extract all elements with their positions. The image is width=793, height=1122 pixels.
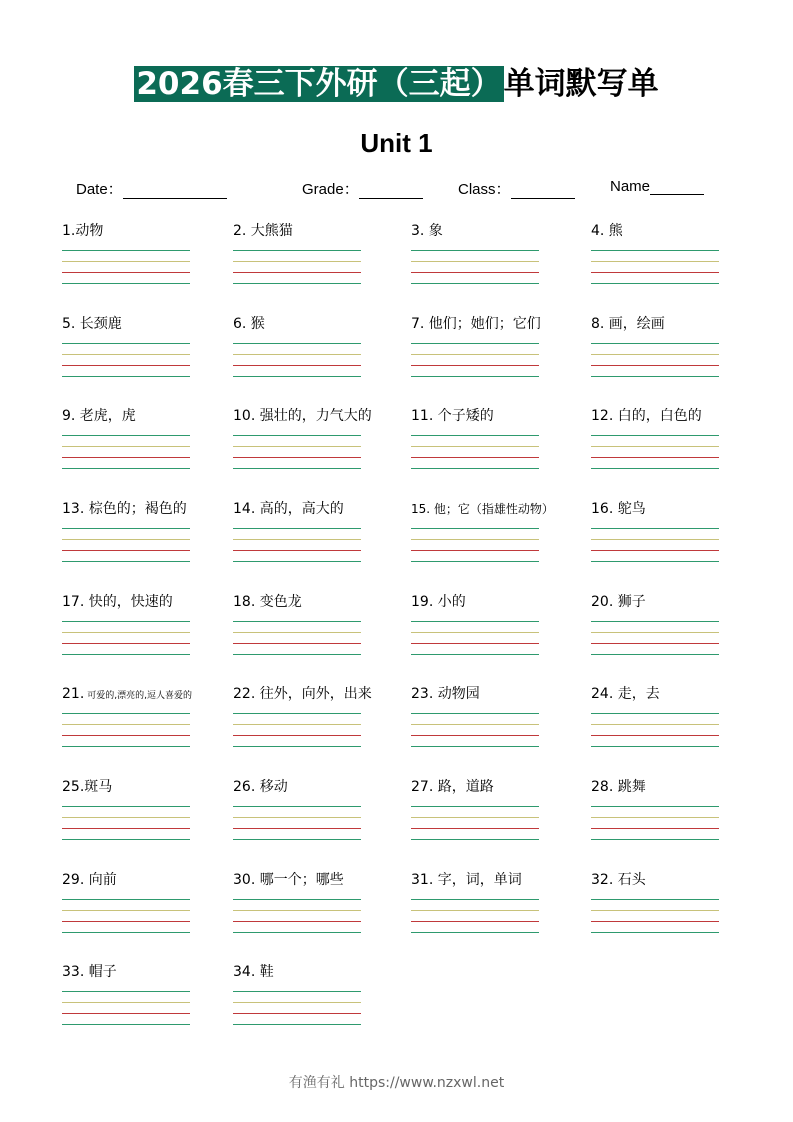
vocab-item xyxy=(411,778,586,850)
unit-heading: Unit 1 xyxy=(360,128,433,158)
vocab-item xyxy=(233,500,408,572)
writing-line xyxy=(62,839,190,840)
writing-line xyxy=(411,283,539,284)
vocab-item xyxy=(411,871,586,943)
writing-line xyxy=(233,991,361,992)
writing-line xyxy=(411,632,539,633)
vocab-item xyxy=(411,500,586,572)
vocab-item xyxy=(62,593,237,665)
writing-line xyxy=(411,561,539,562)
vocab-item-label: 1.动物 xyxy=(62,223,104,239)
writing-line xyxy=(62,1002,190,1003)
vocab-item xyxy=(591,778,766,850)
vocab-item xyxy=(233,685,408,757)
writing-line xyxy=(62,724,190,725)
writing-line xyxy=(233,272,361,273)
writing-line xyxy=(233,932,361,933)
writing-line xyxy=(62,910,190,911)
writing-line xyxy=(591,365,719,366)
writing-line xyxy=(233,1024,361,1025)
writing-line xyxy=(62,921,190,922)
vocab-item-label: 17. 快的，快速的 xyxy=(62,594,173,610)
date-blank[interactable] xyxy=(123,184,227,199)
writing-line xyxy=(591,932,719,933)
student-info-row xyxy=(0,178,793,198)
writing-lines[interactable] xyxy=(62,343,190,377)
writing-line xyxy=(233,561,361,562)
writing-line xyxy=(591,446,719,447)
writing-lines[interactable] xyxy=(233,343,361,377)
title-highlight: 2026春三下外研（三起） xyxy=(136,66,502,102)
vocab-item-label: 34. 鞋 xyxy=(233,964,274,980)
writing-line xyxy=(62,272,190,273)
writing-lines[interactable] xyxy=(411,806,539,840)
vocab-item-label: 4. 熊 xyxy=(591,223,623,239)
writing-line xyxy=(62,457,190,458)
title-rest: 单词默写单 xyxy=(503,66,659,102)
writing-lines[interactable] xyxy=(62,435,190,469)
writing-line xyxy=(62,435,190,436)
writing-lines[interactable] xyxy=(233,621,361,655)
writing-line xyxy=(233,828,361,829)
writing-line xyxy=(233,654,361,655)
writing-line xyxy=(233,806,361,807)
writing-line xyxy=(591,724,719,725)
vocab-item-label: 28. 跳舞 xyxy=(591,779,646,795)
writing-lines[interactable] xyxy=(233,435,361,469)
writing-line xyxy=(411,932,539,933)
writing-line xyxy=(411,839,539,840)
vocab-item xyxy=(233,315,408,387)
writing-line xyxy=(591,643,719,644)
vocab-item xyxy=(591,222,766,294)
writing-line xyxy=(591,550,719,551)
writing-line xyxy=(233,446,361,447)
writing-line xyxy=(411,910,539,911)
writing-line xyxy=(591,283,719,284)
writing-line xyxy=(591,272,719,273)
writing-line xyxy=(62,735,190,736)
writing-line xyxy=(233,724,361,725)
writing-line xyxy=(591,632,719,633)
vocab-item xyxy=(591,685,766,757)
vocab-item xyxy=(62,315,237,387)
writing-line xyxy=(411,806,539,807)
vocab-item xyxy=(591,593,766,665)
writing-lines[interactable] xyxy=(411,713,539,747)
writing-line xyxy=(411,261,539,262)
writing-line xyxy=(62,343,190,344)
writing-line xyxy=(233,354,361,355)
writing-lines[interactable] xyxy=(62,991,190,1025)
writing-line xyxy=(411,354,539,355)
vocab-item xyxy=(411,222,586,294)
writing-lines[interactable] xyxy=(233,528,361,562)
writing-lines[interactable] xyxy=(411,621,539,655)
vocab-item xyxy=(591,315,766,387)
writing-line xyxy=(591,250,719,251)
writing-line xyxy=(591,468,719,469)
name-blank[interactable] xyxy=(650,180,704,195)
grade-field[interactable]: Grade： xyxy=(302,178,423,199)
vocab-item-label: 3. 象 xyxy=(411,223,443,239)
vocab-item xyxy=(233,963,408,1035)
writing-lines[interactable] xyxy=(591,250,719,284)
vocab-item-label: 7. 他们；她们；它们 xyxy=(411,316,541,332)
grade-blank[interactable] xyxy=(359,184,423,199)
writing-lines[interactable] xyxy=(233,250,361,284)
writing-line xyxy=(62,539,190,540)
writing-lines[interactable] xyxy=(62,899,190,933)
writing-line xyxy=(62,365,190,366)
writing-line xyxy=(62,654,190,655)
vocab-item xyxy=(591,407,766,479)
writing-line xyxy=(233,713,361,714)
writing-line xyxy=(591,528,719,529)
writing-line xyxy=(411,735,539,736)
vocab-item-label: 22. 往外，向外，出来 xyxy=(233,686,372,702)
vocab-item xyxy=(411,685,586,757)
writing-line xyxy=(62,283,190,284)
writing-line xyxy=(411,746,539,747)
writing-lines[interactable] xyxy=(411,250,539,284)
writing-line xyxy=(591,713,719,714)
vocab-item-label: 26. 移动 xyxy=(233,779,288,795)
vocab-item-label: 19. 小的 xyxy=(411,594,466,610)
writing-line xyxy=(411,376,539,377)
writing-line xyxy=(411,435,539,436)
writing-line xyxy=(62,468,190,469)
vocab-item-label: 16. 鸵鸟 xyxy=(591,501,646,517)
writing-line xyxy=(411,654,539,655)
vocab-item xyxy=(233,407,408,479)
writing-lines[interactable] xyxy=(62,621,190,655)
writing-line xyxy=(411,539,539,540)
writing-line xyxy=(591,539,719,540)
writing-lines[interactable] xyxy=(62,250,190,284)
writing-lines[interactable] xyxy=(233,899,361,933)
writing-line xyxy=(591,746,719,747)
writing-line xyxy=(233,250,361,251)
writing-line xyxy=(62,632,190,633)
writing-line xyxy=(233,899,361,900)
writing-line xyxy=(62,446,190,447)
writing-line xyxy=(591,654,719,655)
writing-line xyxy=(411,365,539,366)
writing-line xyxy=(591,899,719,900)
vocab-item-label: 31. 字，词，单词 xyxy=(411,872,522,888)
writing-line xyxy=(62,991,190,992)
writing-line xyxy=(411,621,539,622)
vocab-item xyxy=(591,500,766,572)
writing-line xyxy=(411,446,539,447)
writing-line xyxy=(62,806,190,807)
writing-line xyxy=(62,643,190,644)
vocab-item-label: 11. 个子矮的 xyxy=(411,408,494,424)
vocab-item-label: 2. 大熊猫 xyxy=(233,223,293,239)
vocab-item-label: 18. 变色龙 xyxy=(233,594,302,610)
vocab-item-label: 14. 高的，高大的 xyxy=(233,501,344,517)
writing-line xyxy=(411,643,539,644)
writing-lines[interactable] xyxy=(62,713,190,747)
writing-line xyxy=(411,921,539,922)
vocab-item xyxy=(62,963,237,1035)
writing-lines[interactable] xyxy=(411,528,539,562)
writing-line xyxy=(411,468,539,469)
vocab-item-label: 5. 长颈鹿 xyxy=(62,316,122,332)
writing-line xyxy=(62,932,190,933)
writing-lines[interactable] xyxy=(591,435,719,469)
writing-line xyxy=(233,910,361,911)
writing-line xyxy=(233,261,361,262)
writing-line xyxy=(411,457,539,458)
writing-line xyxy=(411,724,539,725)
writing-line xyxy=(411,713,539,714)
writing-line xyxy=(411,899,539,900)
writing-line xyxy=(233,746,361,747)
writing-line xyxy=(62,713,190,714)
writing-line xyxy=(591,735,719,736)
writing-line xyxy=(62,828,190,829)
vocab-item xyxy=(411,593,586,665)
writing-lines[interactable] xyxy=(591,528,719,562)
writing-line xyxy=(62,899,190,900)
writing-line xyxy=(233,365,361,366)
writing-line xyxy=(591,910,719,911)
writing-lines[interactable] xyxy=(62,528,190,562)
vocab-item-label: 29. 向前 xyxy=(62,872,117,888)
vocab-item-label: 25.斑马 xyxy=(62,779,113,795)
vocab-item xyxy=(233,871,408,943)
writing-line xyxy=(233,632,361,633)
writing-line xyxy=(62,1024,190,1025)
vocab-item-label: 15. 他；它（指雄性动物） xyxy=(411,502,554,516)
writing-line xyxy=(233,921,361,922)
writing-line xyxy=(62,621,190,622)
writing-line xyxy=(233,817,361,818)
writing-line xyxy=(591,817,719,818)
date-field[interactable]: Date： xyxy=(76,178,227,199)
class-blank[interactable] xyxy=(511,184,575,199)
vocab-item-label: 9. 老虎，虎 xyxy=(62,408,136,424)
writing-lines[interactable] xyxy=(233,713,361,747)
vocab-item-label: 21. 可爱的,漂亮的,逗人喜爱的 xyxy=(62,686,192,702)
writing-lines[interactable] xyxy=(233,806,361,840)
writing-lines[interactable] xyxy=(591,806,719,840)
class-field[interactable]: Class： xyxy=(458,178,575,199)
vocab-item-label: 24. 走，去 xyxy=(591,686,660,702)
writing-lines[interactable] xyxy=(591,621,719,655)
writing-line xyxy=(411,343,539,344)
vocab-item-label: 32. 石头 xyxy=(591,872,646,888)
writing-line xyxy=(233,1002,361,1003)
writing-line xyxy=(411,828,539,829)
writing-line xyxy=(591,261,719,262)
writing-line xyxy=(591,457,719,458)
vocab-item xyxy=(62,685,237,757)
writing-line xyxy=(411,817,539,818)
writing-line xyxy=(233,1013,361,1014)
writing-line xyxy=(411,250,539,251)
writing-line xyxy=(233,468,361,469)
writing-lines[interactable] xyxy=(233,991,361,1025)
writing-lines[interactable] xyxy=(591,899,719,933)
vocab-item-label: 27. 路，道路 xyxy=(411,779,494,795)
writing-line xyxy=(62,746,190,747)
writing-line xyxy=(233,376,361,377)
page-title xyxy=(0,64,793,104)
writing-line xyxy=(233,457,361,458)
writing-line xyxy=(591,921,719,922)
vocab-item xyxy=(62,778,237,850)
vocab-item-label: 30. 哪一个；哪些 xyxy=(233,872,344,888)
vocab-item-label: 13. 棕色的；褐色的 xyxy=(62,501,187,517)
writing-line xyxy=(591,343,719,344)
writing-line xyxy=(233,539,361,540)
writing-line xyxy=(62,528,190,529)
vocab-item-label: 23. 动物园 xyxy=(411,686,480,702)
writing-line xyxy=(411,528,539,529)
vocab-item-label: 33. 帽子 xyxy=(62,964,117,980)
writing-lines[interactable] xyxy=(411,343,539,377)
writing-line xyxy=(62,376,190,377)
writing-line xyxy=(591,806,719,807)
writing-line xyxy=(591,561,719,562)
writing-line xyxy=(411,272,539,273)
writing-lines[interactable] xyxy=(411,899,539,933)
vocab-item xyxy=(411,407,586,479)
writing-line xyxy=(233,643,361,644)
vocab-item-label: 12. 白的，白色的 xyxy=(591,408,702,424)
vocab-item xyxy=(233,778,408,850)
writing-line xyxy=(233,435,361,436)
vocab-item-label: 10. 强壮的，力气大的 xyxy=(233,408,372,424)
writing-line xyxy=(233,550,361,551)
name-field[interactable]: Name xyxy=(610,178,704,195)
writing-line xyxy=(233,343,361,344)
vocab-item xyxy=(62,500,237,572)
vocab-item xyxy=(62,871,237,943)
writing-lines[interactable] xyxy=(411,435,539,469)
vocab-item xyxy=(62,407,237,479)
writing-line xyxy=(591,376,719,377)
vocab-item xyxy=(62,222,237,294)
writing-line xyxy=(591,828,719,829)
writing-line xyxy=(62,1013,190,1014)
writing-lines[interactable] xyxy=(62,806,190,840)
writing-line xyxy=(591,839,719,840)
writing-line xyxy=(62,817,190,818)
writing-line xyxy=(62,261,190,262)
writing-line xyxy=(233,839,361,840)
writing-lines[interactable] xyxy=(591,713,719,747)
writing-line xyxy=(62,354,190,355)
writing-line xyxy=(233,735,361,736)
writing-line xyxy=(411,550,539,551)
vocab-item xyxy=(233,222,408,294)
vocab-item-label: 8. 画，绘画 xyxy=(591,316,665,332)
vocab-item xyxy=(411,315,586,387)
writing-line xyxy=(233,283,361,284)
footer-watermark: 有渔有礼 https://www.nzxwl.net xyxy=(288,1075,505,1091)
writing-lines[interactable] xyxy=(591,343,719,377)
writing-line xyxy=(591,354,719,355)
writing-line xyxy=(591,435,719,436)
vocab-item-label: 6. 猴 xyxy=(233,316,265,332)
writing-line xyxy=(62,561,190,562)
vocab-item-label: 20. 狮子 xyxy=(591,594,646,610)
writing-line xyxy=(62,250,190,251)
writing-line xyxy=(591,621,719,622)
writing-line xyxy=(233,621,361,622)
vocab-item xyxy=(233,593,408,665)
writing-line xyxy=(233,528,361,529)
vocab-item xyxy=(591,871,766,943)
writing-line xyxy=(62,550,190,551)
